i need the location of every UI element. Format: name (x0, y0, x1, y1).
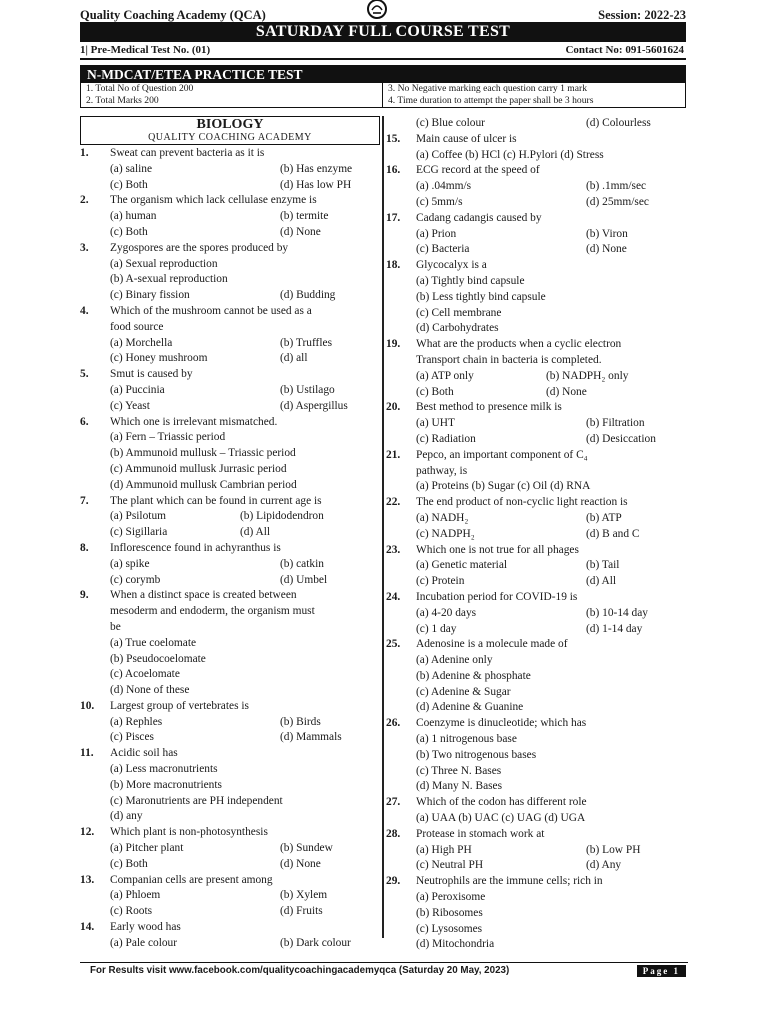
option-c: (c) Both (110, 857, 148, 870)
options-13 (80, 888, 380, 920)
option-b: (b) Ustilago (280, 383, 335, 396)
options-inline: (a) UAA (b) UAC (c) UAG (d) UGA (416, 812, 586, 825)
question-text: Which of the mushroom cannot be used as a (110, 304, 312, 317)
question-15 (386, 132, 686, 148)
option-d: (d) None (280, 225, 321, 238)
options-23 (386, 558, 686, 590)
instructions-title: N-MDCAT/ETEA PRACTICE TEST (81, 66, 685, 83)
option-d: (d) any (110, 810, 143, 823)
options-20 (386, 416, 686, 448)
question-19 (386, 337, 686, 353)
option-b: (b) catkin (280, 557, 324, 570)
option-a: (a) .04mm/s (416, 180, 472, 193)
option-b: (b) Xylem (280, 889, 328, 902)
question-text: Largest group of vertebrates is (110, 699, 249, 712)
header-sub (80, 42, 686, 60)
question-number: 22. (386, 496, 401, 509)
question-number: 23. (386, 543, 401, 556)
exam-page (80, 6, 686, 951)
option-c: (c) 5mm/s (416, 195, 463, 208)
question-text: Which plant is non-photosynthesis (110, 826, 268, 839)
page-number: Page 1 (637, 965, 686, 977)
option-c: (c) Yeast (110, 399, 150, 412)
options-14-continued (386, 116, 686, 132)
option-c: (c) Bacteria (416, 243, 470, 256)
option-a: (a) spike (110, 557, 150, 570)
question-number: 6. (80, 415, 89, 428)
question-12 (80, 825, 380, 841)
question-number: 13. (80, 873, 95, 886)
options-28 (386, 843, 686, 875)
question-number: 20. (386, 401, 401, 414)
option-b: (b) Filtration (586, 417, 645, 430)
option-b: (b) Adenine & phosphate (416, 669, 531, 682)
question-number: 3. (80, 241, 89, 254)
instructions-grid (81, 83, 685, 107)
options-18 (386, 274, 686, 337)
options-9 (80, 636, 380, 699)
question-text: The organism which lack cellulase enzyme is (110, 194, 317, 207)
option-d: (d) Budding (280, 289, 336, 302)
option-a: (a) Morchella (110, 336, 173, 349)
option-a: (a) Puccinia (110, 383, 165, 396)
question-14 (80, 920, 380, 936)
option-b: (b) Less tightly bind capsule (416, 290, 546, 303)
option-b: (b) NADPH₂ only (546, 369, 629, 382)
question-number: 7. (80, 494, 89, 507)
question-16 (386, 163, 686, 179)
question-28 (386, 827, 686, 843)
option-a: (a) NADH₂ (416, 511, 469, 524)
option-a: (a) Sexual reproduction (110, 257, 218, 270)
option-c: (c) Adenine & Sugar (416, 685, 511, 698)
options-25 (386, 653, 686, 716)
options-inline: (a) Proteins (b) Sugar (c) Oil (d) RNA (416, 480, 591, 493)
question-number: 2. (80, 194, 89, 207)
options-19 (386, 369, 686, 401)
question-text: Pepco, an important component of C₄ (416, 448, 588, 461)
question-text: Companian cells are present among (110, 873, 273, 886)
question-1 (80, 146, 380, 162)
question-text: Sweat can prevent bacteria as it is (110, 147, 265, 159)
option-c: (c) NADPH₂ (416, 527, 475, 540)
option-a: (a) Psilotum (110, 510, 167, 523)
question-number: 9. (80, 589, 89, 602)
option-a: (a) Tightly bind capsule (416, 274, 525, 287)
options-16 (386, 179, 686, 211)
option-b: (b) Dark colour (280, 936, 351, 949)
option-a: (a) Adenine only (416, 654, 493, 667)
question-text: When a distinct space is created between (110, 589, 297, 602)
question-text: Incubation period for COVID-19 is (416, 590, 578, 603)
options-27 (386, 811, 686, 827)
question-number: 10. (80, 699, 95, 712)
option-c: (c) Ammunoid mullusk Jurrasic period (110, 462, 287, 475)
subject-box (80, 116, 380, 145)
option-d: (d) None of these (110, 684, 190, 697)
option-c: (c) Binary fission (110, 289, 190, 302)
left-column (80, 116, 380, 952)
option-b: (b) Ribosomes (416, 906, 483, 919)
option-d: (d) None (586, 243, 627, 256)
option-d: (d) 1-14 day (586, 622, 643, 635)
question-24 (386, 590, 686, 606)
question-13 (80, 873, 380, 889)
option-d: (d) Aspergillus (280, 399, 348, 412)
question-number: 25. (386, 638, 401, 651)
question-text-continued: Transport chain in bacteria is completed. (416, 353, 602, 366)
option-d: (d) 25mm/sec (586, 195, 649, 208)
results-link: For Results visit www.facebook.com/qualitycoachingacademyqca (Saturday 20 May, 2023) (90, 965, 510, 976)
options-inline: (a) Coffee (b) HCl (c) H.Pylori (d) Stress (416, 148, 604, 161)
question-text-continued: mesoderm and endoderm, the organism must (110, 605, 315, 618)
page-footer (80, 962, 688, 979)
option-c: (c) Cell membrane (416, 306, 502, 319)
question-text: What are the products when a cyclic electron (416, 338, 622, 351)
option-a: (a) saline (110, 162, 153, 175)
options-11 (80, 762, 380, 825)
option-a: (a) 1 nitrogenous base (416, 733, 517, 746)
question-text: The end product of non-cyclic light reaction is (416, 496, 628, 509)
option-b: (b) A-sexual reproduction (110, 273, 228, 286)
option-d: (d) None (546, 385, 587, 398)
subject-title: BIOLOGY (196, 117, 264, 132)
option-d: (d) All (240, 526, 271, 539)
question-number: 24. (386, 590, 401, 603)
question-text: Main cause of ulcer is (416, 132, 517, 145)
options-26 (386, 732, 686, 795)
question-text: Glycocalyx is a (416, 259, 487, 272)
option-d: (d) Any (586, 859, 622, 872)
option-b: (b) 10-14 day (586, 606, 648, 619)
question-number: 28. (386, 827, 401, 840)
option-d: (d) Has low PH (280, 178, 352, 191)
options-5 (80, 383, 380, 415)
option-a: (a) High PH (416, 843, 472, 856)
option-b: (b) Two nitrogenous bases (416, 748, 537, 761)
question-4 (80, 304, 380, 320)
question-text: Early wood has (110, 921, 181, 934)
options-8 (80, 557, 380, 589)
option-c: (c) Sigillaria (110, 526, 168, 539)
subject-subtitle: QUALITY COACHING ACADEMY (148, 132, 312, 143)
option-c: (c) Maronutrients are PH independent (110, 794, 283, 807)
option-c: (c) Both (416, 385, 454, 398)
option-b: (b) More macronutrients (110, 778, 222, 791)
question-5 (80, 367, 380, 383)
options-1 (80, 162, 380, 194)
option-d: (d) B and C (586, 527, 640, 540)
options-24 (386, 606, 686, 638)
option-b: (b) ATP (586, 511, 622, 524)
question-18 (386, 258, 686, 274)
question-number: 14. (80, 921, 95, 934)
question-text: Which of the codon has different role (416, 796, 587, 809)
option-d: (d) Desiccation (586, 432, 656, 445)
contact-number: Contact No: 091-5601624 (565, 44, 684, 56)
option-d: (d) Colourless (586, 117, 651, 129)
options-14 (80, 936, 380, 952)
question-7 (80, 494, 380, 510)
instruction-total-marks: 2. Total Marks 200 (81, 95, 383, 107)
question-text: Adenosine is a molecule made of (416, 638, 568, 651)
question-2 (80, 193, 380, 209)
options-21 (386, 479, 686, 495)
test-banner: SATURDAY FULL COURSE TEST (80, 22, 686, 42)
option-d: (d) Mammals (280, 731, 342, 744)
options-10 (80, 715, 380, 747)
question-17 (386, 211, 686, 227)
options-4 (80, 336, 380, 368)
option-a: (a) UHT (416, 417, 455, 430)
question-number: 11. (80, 747, 94, 760)
option-d: (d) Umbel (280, 573, 328, 586)
option-d: (d) None (280, 857, 321, 870)
instruction-total-questions: 1. Total No of Question 200 (81, 83, 383, 95)
question-text: Acidic soil has (110, 747, 178, 760)
question-number: 26. (386, 717, 401, 730)
option-b: (b) Tail (586, 559, 620, 572)
question-25 (386, 637, 686, 653)
instructions-box (80, 65, 686, 108)
option-a: (a) Peroxisome (416, 891, 486, 904)
option-b: (b) Pseudocoelomate (110, 652, 206, 665)
option-b: (b) Truffles (280, 336, 333, 349)
instruction-negative-marking: 3. No Negative marking each question carry 1 mark (388, 83, 588, 94)
question-text-continued: food source (110, 320, 164, 333)
option-c: (c) 1 day (416, 622, 457, 635)
option-c: (c) Both (110, 178, 148, 191)
option-d: (d) Mitochondria (416, 938, 495, 951)
option-a: (a) Genetic material (416, 559, 508, 572)
question-23 (386, 543, 686, 559)
right-column (386, 116, 686, 953)
options-7 (80, 509, 380, 541)
header-top (80, 6, 686, 22)
question-text: Which one is not true for all phages (416, 543, 579, 556)
option-c: (c) Lysosomes (416, 922, 483, 935)
question-9 (80, 588, 380, 604)
option-b: (b) Birds (280, 715, 321, 728)
option-b: (b) Ammunoid mullusk – Triassic period (110, 447, 296, 460)
test-number: 1| Pre-Medical Test No. (01) (80, 44, 211, 56)
question-columns (80, 116, 686, 951)
options-3 (80, 257, 380, 304)
option-a: (a) True coelomate (110, 636, 197, 649)
option-a: (a) Phloem (110, 889, 161, 902)
option-b: (b) Has enzyme (280, 162, 353, 175)
option-d: (d) Adenine & Guanine (416, 701, 524, 714)
column-divider (382, 116, 384, 938)
question-number: 19. (386, 338, 401, 351)
question-29 (386, 874, 686, 890)
option-d: (d) All (586, 575, 617, 588)
options-22 (386, 511, 686, 543)
options-6 (80, 430, 380, 493)
option-c: (c) Protein (416, 575, 465, 588)
question-text: Coenzyme is dinucleotide; which has (416, 717, 587, 730)
question-number: 16. (386, 164, 401, 177)
options-15 (386, 148, 686, 164)
academy-name: Quality Coaching Academy (QCA) (80, 8, 266, 22)
option-a: (a) 4-20 days (416, 606, 477, 619)
session-label: Session: 2022-23 (598, 8, 686, 22)
question-11 (80, 746, 380, 762)
question-20 (386, 400, 686, 416)
options-17 (386, 227, 686, 259)
question-text: ECG record at the speed of (416, 164, 540, 177)
option-a: (a) Pale colour (110, 936, 178, 949)
question-text: Zygospores are the spores produced by (110, 241, 289, 254)
option-c: (c) Honey mushroom (110, 352, 208, 365)
option-c: (c) Three N. Bases (416, 764, 502, 777)
option-d: (d) Ammunoid mullusk Cambrian period (110, 478, 297, 491)
option-c: (c) corymb (110, 573, 161, 586)
option-d: (d) Fruits (280, 905, 323, 918)
option-b: (b) Viron (586, 227, 628, 240)
question-27 (386, 795, 686, 811)
question-26 (386, 716, 686, 732)
option-c: (c) Acoelomate (110, 668, 180, 681)
option-c: (c) Both (110, 225, 148, 238)
question-number: 29. (386, 875, 401, 888)
question-6 (80, 415, 380, 431)
question-text-continued: pathway, is (416, 464, 468, 477)
option-b: (b) Sundew (280, 842, 333, 855)
options-2 (80, 209, 380, 241)
option-b: (b) Lipidodendron (240, 510, 324, 523)
question-8 (80, 541, 380, 557)
question-text: Inflorescence found in achyranthus is (110, 541, 281, 554)
option-c: (c) Radiation (416, 432, 476, 445)
option-b: (b) Low PH (586, 843, 641, 856)
options-29 (386, 890, 686, 953)
option-c: (c) Blue colour (416, 117, 485, 129)
question-number: 12. (80, 826, 95, 839)
option-c: (c) Neutral PH (416, 859, 484, 872)
option-c: (c) Roots (110, 905, 153, 918)
question-22 (386, 495, 686, 511)
option-d: (d) Carbohydrates (416, 322, 499, 335)
question-text: Cadang cadangis caused by (416, 211, 542, 224)
question-text: Which one is irrelevant mismatched. (110, 415, 278, 428)
instruction-duration: 4. Time duration to attempt the paper shall be 3 hours (388, 95, 594, 106)
question-number: 1. (80, 147, 89, 159)
option-c: (c) Pisces (110, 731, 154, 744)
option-d: (d) all (280, 352, 308, 365)
question-number: 17. (386, 211, 401, 224)
question-number: 18. (386, 259, 401, 272)
option-a: (a) ATP only (416, 369, 474, 382)
option-b: (b) .1mm/sec (586, 180, 647, 193)
question-number: 5. (80, 368, 89, 381)
option-a: (a) Rephles (110, 715, 163, 728)
question-number: 27. (386, 796, 401, 809)
question-text: Best method to presence milk is (416, 401, 562, 414)
option-a: (a) Less macronutrients (110, 763, 218, 776)
question-text: Neutrophils are the immune cells; rich in (416, 875, 603, 888)
question-3 (80, 241, 380, 257)
question-number: 8. (80, 541, 89, 554)
question-text: The plant which can be found in current age is (110, 494, 322, 507)
option-b: (b) termite (280, 210, 329, 223)
question-number: 4. (80, 304, 89, 317)
options-12 (80, 841, 380, 873)
academy-logo-icon (366, 0, 388, 20)
question-text: Protease in stomach work at (416, 827, 545, 840)
option-a: (a) human (110, 210, 157, 223)
question-10 (80, 699, 380, 715)
question-number: 21. (386, 448, 401, 461)
option-a: (a) Prion (416, 227, 457, 240)
question-21 (386, 448, 686, 464)
question-text: Smut is caused by (110, 368, 193, 381)
question-number: 15. (386, 132, 401, 145)
option-a: (a) Pitcher plant (110, 842, 184, 855)
option-d: (d) Many N. Bases (416, 780, 503, 793)
option-a: (a) Fern – Triassic period (110, 431, 226, 444)
question-text-continued: be (110, 620, 121, 633)
